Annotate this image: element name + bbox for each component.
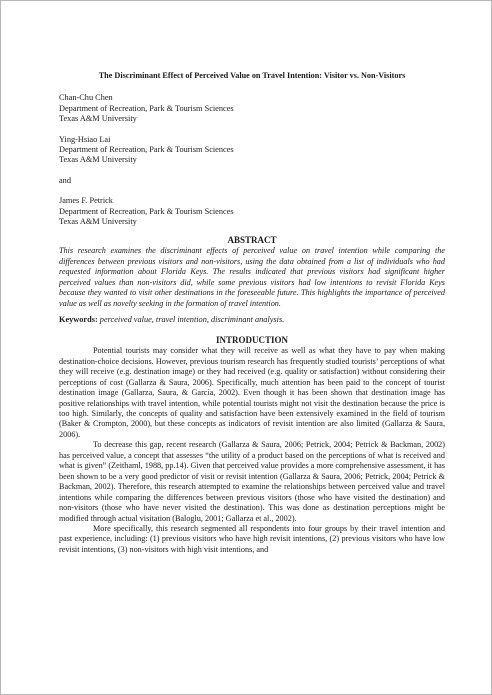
keywords-label: Keywords: [59, 314, 98, 324]
author-department: Department of Recreation, Park & Tourism Sciences [59, 103, 234, 113]
author-block-2 [59, 135, 445, 166]
author-name: Ying-Hsiao Lai [59, 134, 111, 144]
author-block-3 [59, 196, 445, 227]
author-university: Texas A&M University [59, 114, 137, 124]
author-department: Department of Recreation, Park & Tourism Sciences [59, 206, 234, 216]
author-block-1 [59, 93, 445, 124]
abstract-text: This research examines the discriminant effects of perceived value on travel intention while comparing the differences between previous visitors and non-visitors, using the data obtained from a list of individuals who had requested information about Florida Keys. The results indicated that previous visitors had significant higher perceived values than non-visitors did, while some previous visitors had low intentions to revisit Florida Keys because they wanted to visit other destinations in the foreseeable future. This highlights the importance of perceived value as well as novelty seeking in the formation of travel intention. [59, 246, 445, 308]
introduction-heading: INTRODUCTION [215, 335, 288, 346]
author-name: James F. Petrick [59, 196, 113, 206]
author-department: Department of Recreation, Park & Tourism Sciences [59, 145, 234, 155]
body-paragraph-3: More specifically, this research segmented all respondents into four groups by their travel intention and past experience, including: (1) previous visitors who have high revisit intentions, (2) previous visitors who have low revisit intentions, (3) non-visitors with high visit intentions, and [59, 524, 445, 554]
keywords-line [59, 315, 445, 325]
author-university: Texas A&M University [59, 217, 137, 227]
paper-title: The Discriminant Effect of Perceived Value on Travel Intention: Visitor vs. Non-Visitors [98, 71, 406, 80]
author-name: Chan-Chu Chen [59, 93, 113, 103]
keywords-text: perceived value, travel intention, discriminant analysis. [99, 314, 285, 324]
abstract-heading: ABSTRACT [227, 235, 277, 246]
body-paragraph-1: Potential tourists may consider what they will receive as well as what they have to pay when making destination-choice decisions. However, previous tourism research has frequently studied tourists’ perceptions of what they will receive (e.g. destination image) or they had received (e.g. quality or satisfaction) without considering their perceptions of cost (Gallarza & Saura, 2006). Specifically, much attention has been paid to the concept of tourist destination image (Gallarza, Saura, & García, 2002). Even though it has been shown that destination image has positive relationships with travel intention, while potential tourists might not visit the destination because the price is too high. Similarly, the concepts of quality and satisfaction have been extensively examined in the field of tourism (Baker & Crompton, 2000), but these concepts as indicators of revisit intention are also limited (Gallarza & Saura, 2006). [59, 346, 445, 439]
author-conjunction: and [59, 175, 71, 185]
page-content [59, 71, 445, 555]
author-university: Texas A&M University [59, 155, 137, 165]
body-paragraph-2: To decrease this gap, recent research (Gallarza & Saura, 2006; Petrick, 2004; Petrick & Backman, 2002) has perceived value, a concept that assesses “the utility of a product based on the perceptions of what is received and what is given” (Zeithaml, 1988, pp.14). Given that perceived value provides a more comprehensive assessment, it has been shown to be a very good predictor of visit or revisit intention (Gallarza & Saura, 2006; Petrick, 2004; Petrick & Backman, 2002). Therefore, this research attempted to examine the relationships between perceived value and travel intentions while comparing the differences between previous visitors (those who have visited the destination) and non-visitors (those who have never visited the destination). This was done as destination perceptions might be modified through actual visitation (Baloglu, 2001; Gallarza et al., 2002). [59, 440, 445, 523]
